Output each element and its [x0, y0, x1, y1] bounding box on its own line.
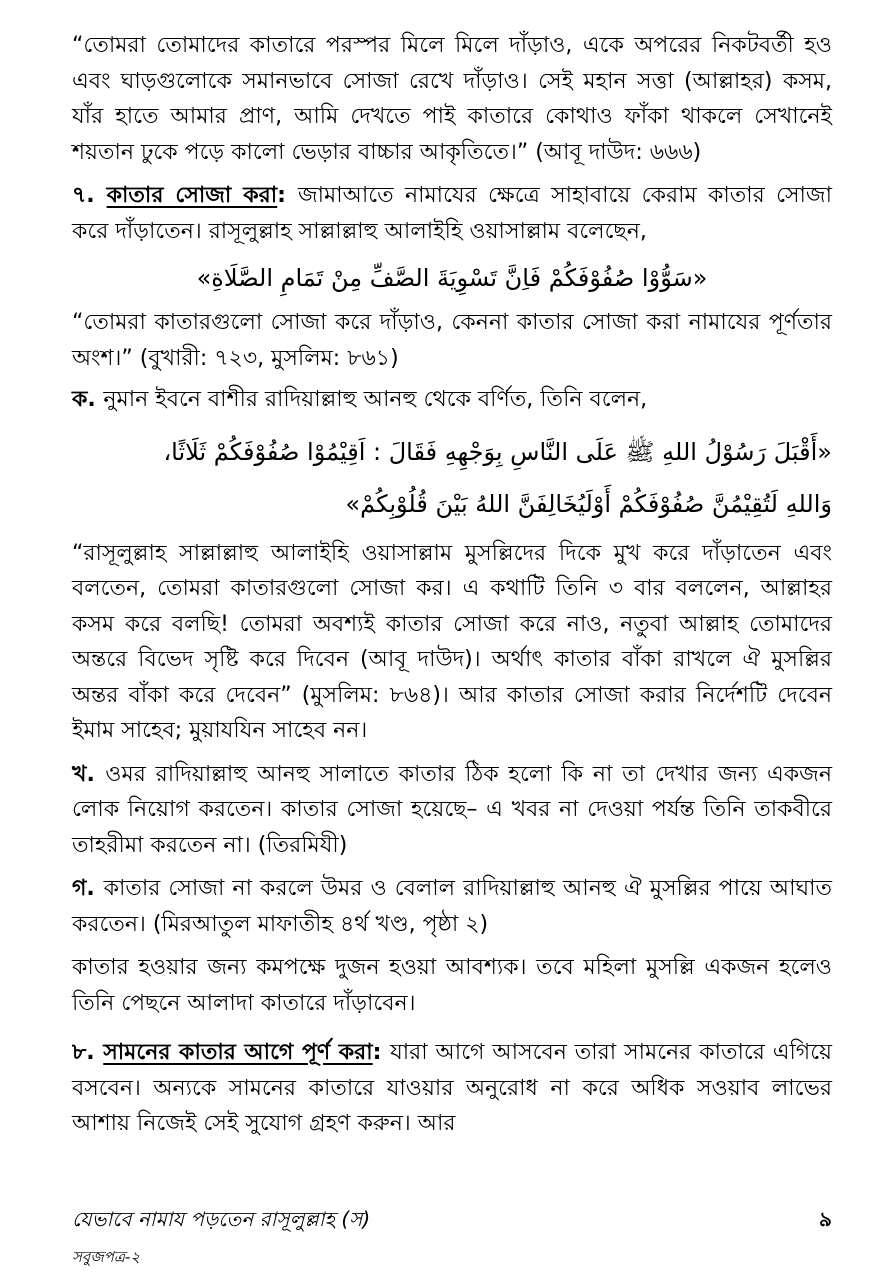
section-7-colon: : [277, 183, 298, 208]
quote-paragraph-1: “তোমরা তোমাদের কাতারে পরস্পর মিলে মিলে দাঁড়াও, একে অপরের নিকটবর্তী হও এবং ঘাড়গুলোকে সমানভাবে সোজা রেখে দাঁড়াও। সেই মহান সত্তা (আল্লাহর) কসম, যাঁর হাতে আমার প্রাণ, আমি দেখতে পাই কাতারে কোথাও ফাঁকা থাকলে সেখানেই শয়তান ঢুকে পড়ে কালো ভেড়ার বাচ্চার আকৃতিতে।” (আবূ দাউদ: ৬৬৬) [72, 33, 832, 165]
item-ga-text: কাতার সোজা না করলে উমর ও বেলাল রাদিয়াল্লাহু আনহু ঐ মুসল্লির পায়ে আঘাত করতেন। (মিরআতুল মাফাতীহ ৪র্থ খণ্ড, পৃষ্ঠা ২) [72, 876, 833, 937]
item-ka-text: নুমান ইবনে বাশীর রাদিয়াল্লাহু আনহু থেকে বর্ণিত, তিনি বলেন, [103, 387, 648, 412]
page-body [72, 28, 832, 1142]
quote-paragraph-3: “রাসূলুল্লাহ সাল্লাল্লাহু আলাইহি ওয়াসাল্লাম মুসল্লিদের দিকে মুখ করে দাঁড়াতেন এবং বলতেন, তোমরা কাতারগুলো সোজা কর। এ কথাটি তিনি ৩ বার বললেন, আল্লাহর কসম করে বলছি! তোমরা অবশ্যই কাতার সোজা করে নাও, নতুবা আল্লাহ তোমাদের অন্তরে বিভেদ সৃষ্টি করে দিবেন (আবূ দাউদ)। অর্থাৎ কাতার বাঁকা রাখলে ঐ মুসল্লির অন্তর বাঁকা করে দেবেন” (মুসলিম: ৮৬৪)। আর কাতার সোজা করার নির্দেশটি দেবেন ইমাম সাহেব; মুয়াযযিন সাহেব নন। [72, 540, 832, 743]
section-8-heading: সামনের কাতার আগে পূর্ণ করা [103, 1040, 373, 1065]
item-ga-label: গ. [72, 876, 104, 901]
section-8 [72, 1035, 832, 1142]
section-8-text: যারা আগে আসবেন তারা সামনের কাতারে এগিয়ে বসবেন। অন্যকে সামনের কাতারে যাওয়ার অনুরোধ না করে অধিক সওয়াব লাভের আশায় নিজেই সেই সুযোগ গ্রহণ করুন। আর [72, 1040, 832, 1136]
item-kha [72, 757, 832, 864]
quote-paragraph-2: “তোমরা কাতারগুলো সোজা করে দাঁড়াও, কেননা কাতার সোজা করা নামাযের পূর্ণতার অংশ।” (বুখারী: ৭২৩, মুসলিম: ৮৬১) [72, 310, 832, 371]
arabic-hadith-2-line-1: «أَقْبَلَ رَسُوْلُ اللهِ ﷺ عَلَى النَّاسِ بِوَجْهِهِ فَقَالَ : اَقِيْمُوْا صُفُوْفَكُمْ ثَلَاثًا، [163, 437, 832, 466]
item-kha-text: ওমর রাদিয়াল্লাহু আনহু সালাতে কাতার ঠিক হলো কি না তা দেখার জন্য একজন লোক নিয়োগ করতেন। কাতার সোজা হয়েছে– এ খবর না দেওয়া পর্যন্ত তিনি তাকবীরে তাহরীমা করতেন না। (তিরমিযী) [72, 761, 832, 858]
arabic-hadith-2-line-2: وَاللهِ لَتُقِيْمُنَّ صُفُوْفَكُمْ أَوْلَيُخَالِفَنَّ اللهُ بَيْنَ قُلُوْبِكُمْ» [345, 489, 832, 518]
item-ka [72, 382, 832, 418]
paragraph-4: কাতার হওয়ার জন্য কমপক্ষে দুজন হওয়া আবশ্যক। তবে মহিলা মুসল্লি একজন হলেও তিনি পেছনে আলাদা কাতারে দাঁড়াবেন। [72, 955, 832, 1016]
page-footer [72, 1205, 832, 1239]
print-signature: সবুজপত্র-২ [72, 1248, 141, 1266]
item-ka-label: ক. [72, 387, 104, 412]
section-7-text: জামাআতে নামাযের ক্ষেত্রে সাহাবায়ে কেরাম কাতার সোজা করে দাঁড়াতেন। রাসূলুল্লাহ সাল্লাল্লাহু আলাইহি ওয়াসাল্লাম বলেছেন, [72, 183, 832, 244]
arabic-hadith-1: «سَوُّوْا صُفُوْفَكُمْ فَاِنَّ تَسْوِيَةَ الصَّفِّ مِنْ تَمَامِ الصَّلَاةِ» [196, 264, 708, 292]
book-title: যেভাবে নামায পড়তেন রাসূলুল্লাহ (স) [72, 1207, 371, 1231]
item-ga [72, 871, 832, 942]
section-8-number: ৮. [72, 1040, 104, 1065]
section-7-number: ৭. [72, 183, 107, 208]
section-8-colon: : [372, 1040, 391, 1065]
item-kha-label: খ. [72, 761, 106, 787]
section-7-heading: কাতার সোজা করা [106, 183, 278, 208]
section-7 [72, 178, 832, 249]
page-number: ৯ [819, 1207, 832, 1231]
